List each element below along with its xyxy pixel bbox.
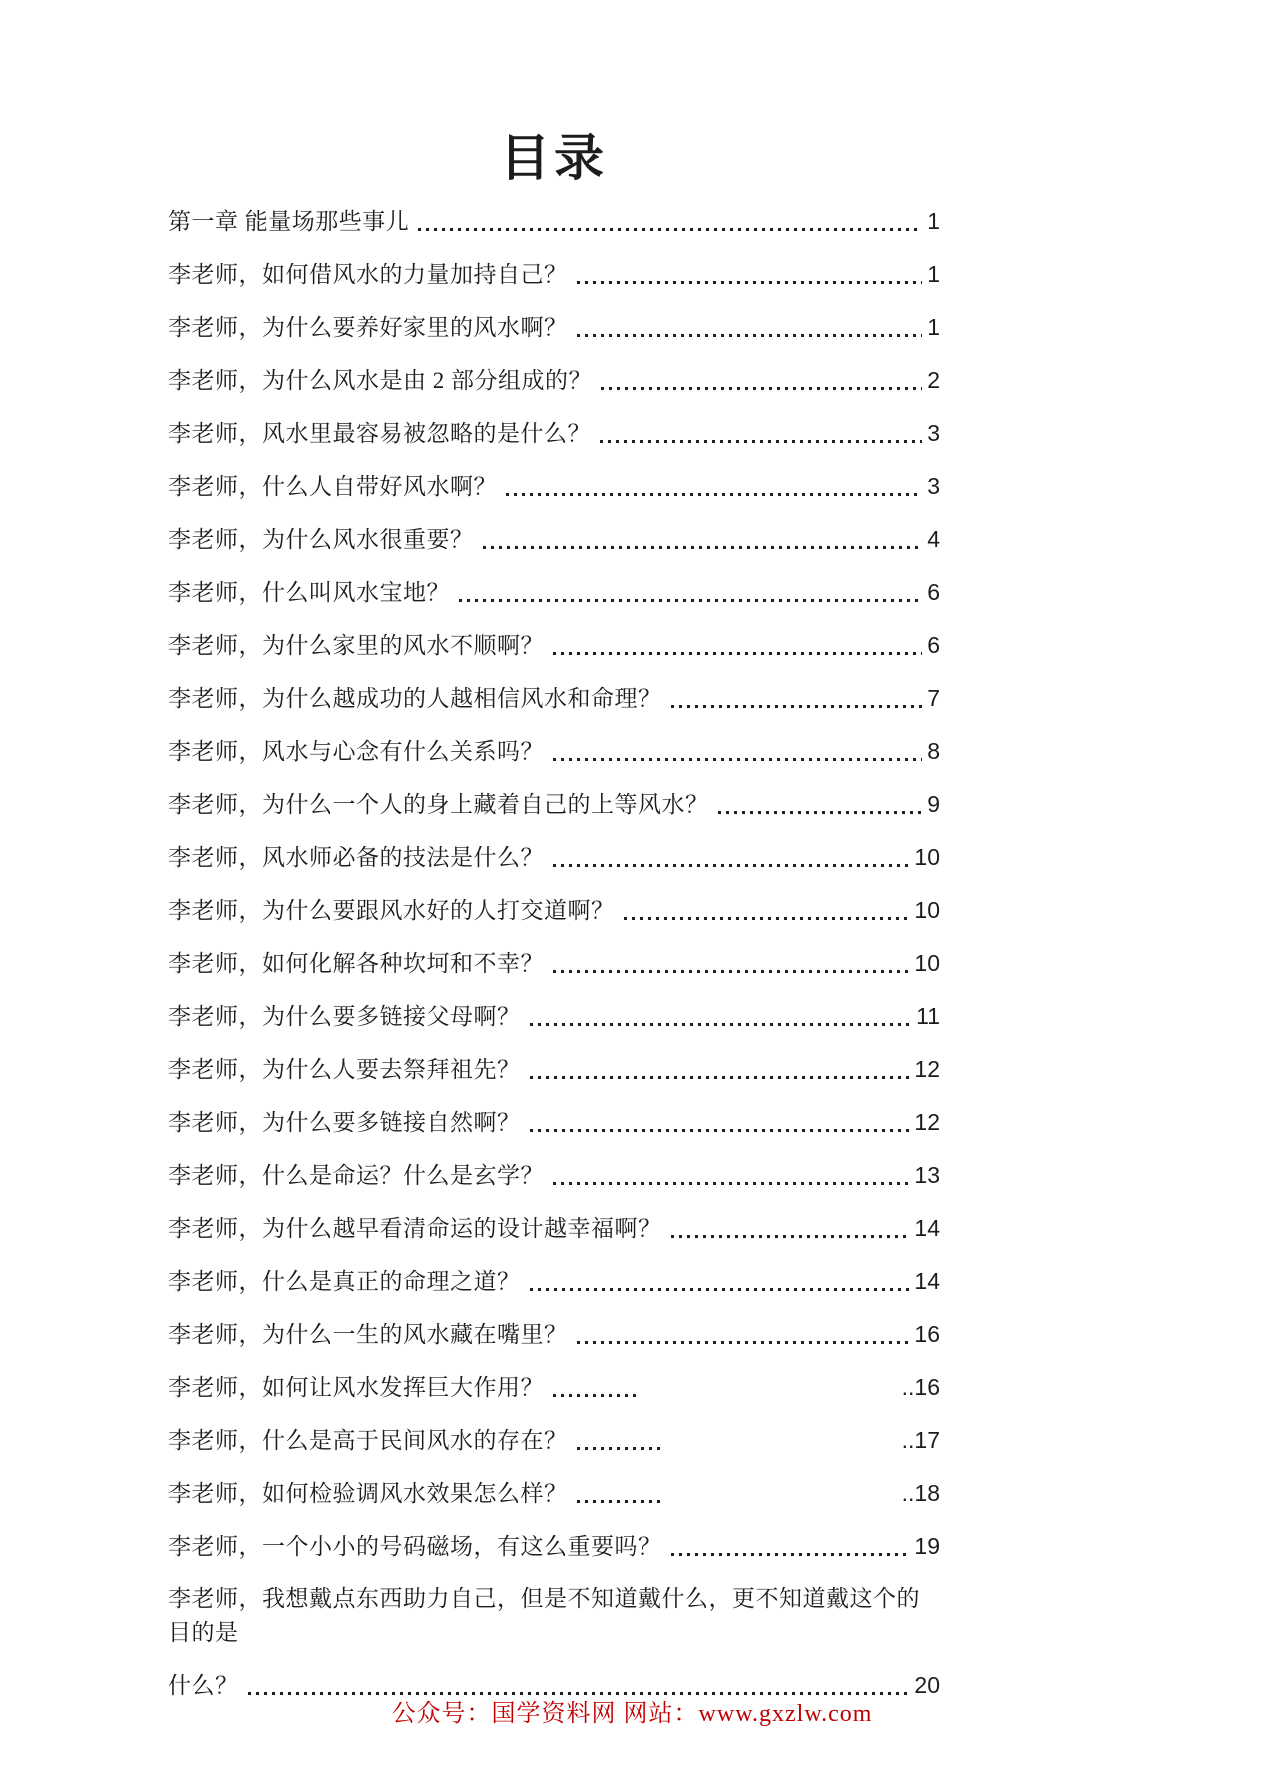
dot-leader: [553, 1182, 909, 1185]
toc-page-number: 12: [914, 1109, 940, 1135]
toc-entry: [168, 840, 940, 875]
toc-page-number: 1: [927, 261, 940, 287]
dot-leader: [624, 917, 910, 920]
toc-entry-title: 李老师，我想戴点东西助力自己，但是不知道戴什么，更不知道戴这个的目的是: [168, 1586, 920, 1645]
toc-entry: [168, 734, 940, 769]
dot-leader: [506, 493, 922, 496]
toc-entry-title: 李老师，风水师必备的技法是什么？: [168, 845, 544, 870]
toc-page-number: 1: [927, 314, 940, 340]
dot-leader: [577, 1447, 663, 1450]
toc-page-number: 6: [927, 632, 940, 658]
toc-entry-title: 李老师，一个小小的号码磁场，有这么重要吗？: [168, 1534, 662, 1559]
toc-entry: [168, 1264, 940, 1299]
toc-entry-title: 李老师，为什么越早看清命运的设计越幸福啊？: [168, 1216, 662, 1241]
toc-entry-title: 李老师，什么是真正的命理之道？: [168, 1269, 521, 1294]
toc-page-number: 12: [914, 1056, 940, 1082]
footer-text: 公众号：国学资料网 网站：www.gxzlw.com: [391, 1701, 873, 1727]
dot-leader: [671, 705, 923, 708]
toc-entry: [168, 1317, 940, 1352]
toc-entry: [168, 1423, 940, 1458]
toc-entry: [168, 257, 940, 292]
toc-page-number: 3: [927, 473, 940, 499]
dot-leader: [530, 1023, 912, 1026]
dot-leader: [418, 228, 922, 231]
toc-entry: [168, 469, 940, 504]
toc-entry: [168, 787, 940, 822]
toc-entry-title: 李老师，为什么人要去祭拜祖先？: [168, 1057, 521, 1082]
toc-entry: [168, 1211, 940, 1246]
dot-leader: [671, 1235, 910, 1238]
toc-entry-title: 李老师，为什么越成功的人越相信风水和命理？: [168, 686, 662, 711]
toc-entry: [168, 310, 940, 345]
toc-entry-title: 李老师，什么人自带好风水啊？: [168, 474, 497, 499]
toc-page-number: ..16: [901, 1374, 940, 1400]
dot-leader: [530, 1076, 910, 1079]
toc-entry-title: 第一章 能量场那些事儿: [168, 209, 410, 234]
toc-entry: [168, 1582, 940, 1650]
toc-entry-title: 李老师，风水与心念有什么关系吗？: [168, 739, 544, 764]
dot-leader: [553, 758, 922, 761]
toc-entry: [168, 1370, 940, 1405]
toc-page-number: 9: [927, 791, 940, 817]
toc-page-number: 10: [914, 897, 940, 923]
toc-entry: [168, 204, 940, 239]
toc-entry: [168, 363, 940, 398]
toc-entry-title: 李老师，什么叫风水宝地？: [168, 580, 450, 605]
toc-entry-title: 什么？: [168, 1673, 239, 1698]
toc-page-number: 14: [914, 1215, 940, 1241]
toc-entry: [168, 893, 940, 928]
dot-leader: [553, 970, 909, 973]
toc-page-number: 20: [914, 1672, 940, 1698]
toc-entry: [168, 1476, 940, 1511]
dot-leader: [553, 1394, 639, 1397]
toc-page-number: 6: [927, 579, 940, 605]
toc-entry-title: 李老师，为什么家里的风水不顺啊？: [168, 633, 544, 658]
toc-entry: [168, 681, 940, 716]
toc-page-number: 3: [927, 420, 940, 446]
toc-entry-title: 李老师，什么是高于民间风水的存在？: [168, 1428, 568, 1453]
toc-entry-title: 李老师，如何化解各种坎坷和不幸？: [168, 951, 544, 976]
toc-page-number: ..18: [901, 1480, 940, 1506]
toc-entry-title: 李老师，为什么要多链接自然啊？: [168, 1110, 521, 1135]
dot-leader: [600, 440, 922, 443]
toc-entry-title: 李老师，什么是命运？什么是玄学？: [168, 1163, 544, 1188]
dot-leader: [553, 652, 922, 655]
toc-page-number: 1: [927, 208, 940, 234]
toc-entry-title: 李老师，为什么要养好家里的风水啊？: [168, 315, 568, 340]
footer-watermark: [0, 1693, 1264, 1728]
toc-entry: [168, 416, 940, 451]
dot-leader: [483, 546, 923, 549]
toc-entry: [168, 628, 940, 663]
toc-page-number: ..17: [901, 1427, 940, 1453]
toc-entry: [168, 1105, 940, 1140]
toc-entry: [168, 999, 940, 1034]
toc-entry-title: 李老师，为什么一生的风水藏在嘴里？: [168, 1322, 568, 1347]
toc-page-number: 14: [914, 1268, 940, 1294]
dot-leader: [459, 599, 922, 602]
toc-entry-title: 李老师，如何借风水的力量加持自己？: [168, 262, 568, 287]
dot-leader: [577, 334, 923, 337]
toc-page-number: 11: [916, 1003, 940, 1029]
dot-leader: [601, 387, 922, 390]
toc-page-number: 19: [914, 1533, 940, 1559]
dot-leader: [718, 811, 923, 814]
dot-leader: [530, 1288, 910, 1291]
toc-entry: [168, 575, 940, 610]
toc-entry: [168, 1529, 940, 1564]
toc-entry-title: 李老师，为什么风水是由 2 部分组成的？: [168, 368, 592, 393]
toc-page-number: 7: [927, 685, 940, 711]
toc-entry: [168, 946, 940, 981]
toc-page-number: 16: [914, 1321, 940, 1347]
toc-entry-title: 李老师，如何让风水发挥巨大作用？: [168, 1375, 544, 1400]
toc-list: [168, 204, 940, 1703]
toc-entry-title: 李老师，为什么风水很重要？: [168, 527, 474, 552]
toc-page-number: 2: [927, 367, 940, 393]
dot-leader: [577, 1341, 910, 1344]
toc-entry-title: 李老师，为什么要多链接父母啊？: [168, 1004, 521, 1029]
toc-entry: [168, 1052, 940, 1087]
dot-leader: [577, 281, 923, 284]
toc-entry: [168, 1158, 940, 1193]
toc-page-number: 8: [927, 738, 940, 764]
toc-page-number: 4: [927, 526, 940, 552]
toc-page-number: 13: [914, 1162, 940, 1188]
toc-entry-title: 李老师，风水里最容易被忽略的是什么？: [168, 421, 591, 446]
dot-leader: [530, 1129, 910, 1132]
toc-entry: [168, 522, 940, 557]
toc-entry-title: 李老师，为什么一个人的身上藏着自己的上等风水？: [168, 792, 709, 817]
toc-page-number: 10: [914, 844, 940, 870]
toc-entry-title: 李老师，为什么要跟风水好的人打交道啊？: [168, 898, 615, 923]
dot-leader: [671, 1553, 910, 1556]
page-title: 目录: [500, 130, 608, 186]
dot-leader: [577, 1500, 663, 1503]
dot-leader: [553, 864, 909, 867]
toc-page-number: 10: [914, 950, 940, 976]
toc-entry-title: 李老师，如何检验调风水效果怎么样？: [168, 1481, 568, 1506]
